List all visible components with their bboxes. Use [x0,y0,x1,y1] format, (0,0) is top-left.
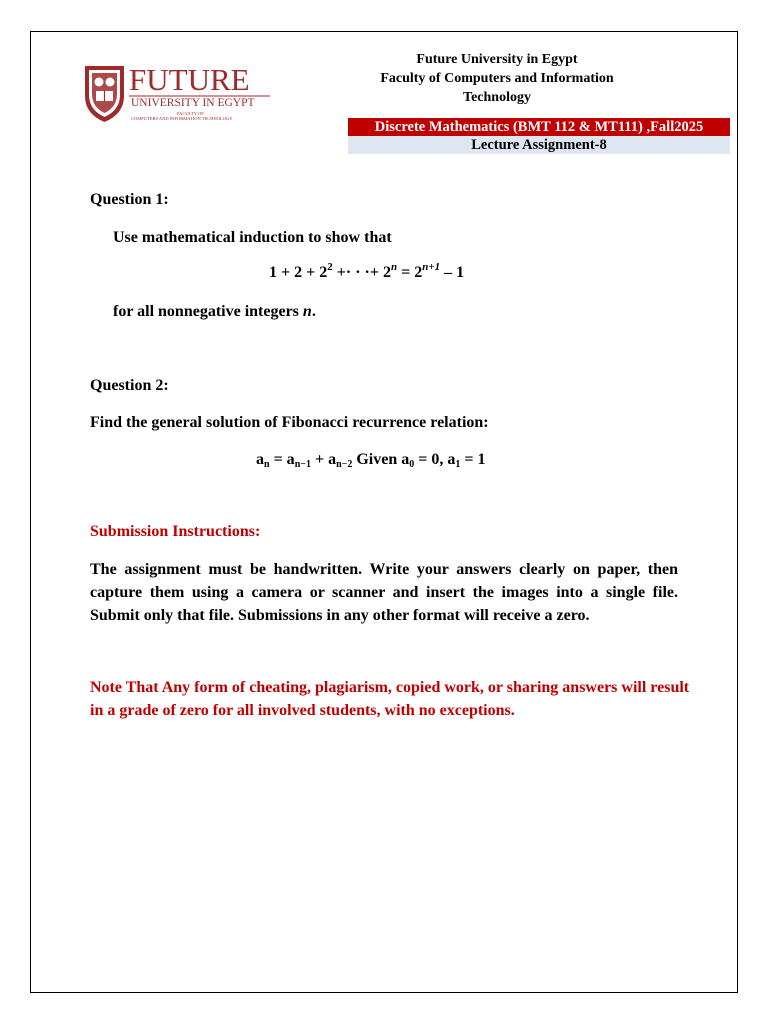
assignment-title-bar: Lecture Assignment-8 [348,136,730,154]
question1-prompt: Use mathematical induction to show that [113,229,392,246]
question2-title: Question 2: [90,377,169,394]
question1-condition: for all nonnegative integers n. [113,303,316,320]
faculty-name: Faculty of Computers and Information [380,71,614,86]
crest-icon [85,66,124,122]
logo-faculty-line2: COMPUTERS AND INFORMATION TECHNOLOGY [131,116,233,121]
cheating-note: Note That Any form of cheating, plagiarism, copied work, or sharing answers will result in a grade of zero for all involved students, with no exceptions. [90,679,690,719]
question2-prompt: Find the general solution of Fibonacci recurrence relation: [90,414,489,431]
university-name: Future University in Egypt [416,52,578,67]
logo-faculty-line1: FACULTY OF [177,111,204,116]
question1-formula: $1 + 2 + 2^2$ +· · ·+ $2^n = 2^{n+1} - 1$ [269,261,465,281]
university-logo [82,62,274,124]
logo-word: FUTURE [129,62,250,97]
logo-subtitle: UNIVERSITY IN EGYPT [131,97,255,109]
submission-instructions-body: The assignment must be handwritten. Write your answers clearly on paper, then capture them using a camera or scanner and insert the images into a single file. Submit only that file. Submissions in any other format will receive a zero. [90,561,678,624]
university-header [352,50,642,107]
course-title-bar: Discrete Mathematics (BMT 112 & MT111) ,Fall2025 [348,118,730,136]
faculty-name-line2: Technology [463,90,531,105]
question2-formula: $a_n = a_{n-1} + a_{n-2}$ Given $a_0 = 0$, $a_1 = 1$ [256,451,486,470]
submission-instructions-heading: Submission Instructions: [90,523,261,540]
question1-title: Question 1: [90,191,169,208]
page-frame [30,31,738,993]
